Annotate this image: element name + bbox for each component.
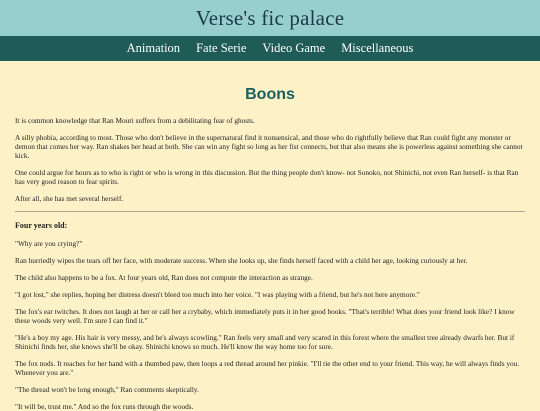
story-content <box>0 86 540 411</box>
story-paragraph: "Why are you crying?" <box>15 239 83 248</box>
story-paragraph: Ran hurriedly wipes the tears off her face, with moderate success. When she looks up, she finds herself faced with a child her age, looking curiously at her. <box>15 256 468 265</box>
intro-paragraph: It is common knowledge that Ran Mouri suffers from a debilitating fear of ghosts. <box>15 116 255 125</box>
intro-paragraph: After all, she has met several herself. <box>15 194 124 203</box>
story-paragraph: The child also happens to be a fox. At four years old, Ran does not compute the interaction as strange. <box>15 273 313 282</box>
nav-miscellaneous[interactable]: Miscellaneous <box>341 41 414 55</box>
story-paragraph: The fox's ear twitches. It does not laugh at her or call her a crybaby, which immediately puts it in her good books. "That's terrible! What does your friend look like? I know these woods very well. I'm sure I can find it." <box>15 307 515 325</box>
nav-fate-serie[interactable]: Fate Serie <box>196 41 247 55</box>
section-divider <box>15 211 525 212</box>
intro-paragraph: One could argue for hours as to who is right or who is wrong in this discussion. But the thing people don't know- not Sonoko, not Shinichi, not even Ran herself- is that Ran has very good reason to fear spirits. <box>15 168 519 186</box>
intro-paragraph: A silly phobia, according to most. Those who don't believe in the supernatural find it nonsensical, and those who do rightfully believe that Ran could fight any monster or demon that comes her way. Ran shakes her head at both. She can win any fight so long as her fist connects, but that also means she is powerless against something she cannot kick. <box>15 133 523 160</box>
main-nav <box>0 36 540 61</box>
nav-animation[interactable]: Animation <box>126 41 181 55</box>
story-paragraph: "I got lost," she replies, hoping her distress doesn't bleed too much into her voice. "I was playing with a friend, but he's not here anymore." <box>15 290 420 299</box>
site-header <box>0 0 540 36</box>
story-paragraph: "The thread won't be long enough," Ran comments skeptically. <box>15 385 199 394</box>
section-heading: Four years old: <box>15 221 68 230</box>
story-paragraph: "He's a boy my age. His hair is very messy, and he's always scowling." Ran feels very small and very scared in this forest where the smallest tree already dwarfs her. But if Shinichi finds her, she knows she'll be okay. Shinichi knows so much. He'll know the way home too for sure. <box>15 333 515 351</box>
story-paragraph: The fox nods. It reaches for her hand with a thumbed paw, then loops a red thread around her pinkie. "I'll tie the other end to your friend. This way, he will always finds you. Whenever you are." <box>15 359 520 377</box>
site-title[interactable]: Verse's fic palace <box>195 5 345 30</box>
story-title: Boons <box>245 86 295 103</box>
nav-video-game[interactable]: Video Game <box>262 41 326 55</box>
story-paragraph: "It will be, trust me." And so the fox runs through the woods. <box>15 402 194 411</box>
